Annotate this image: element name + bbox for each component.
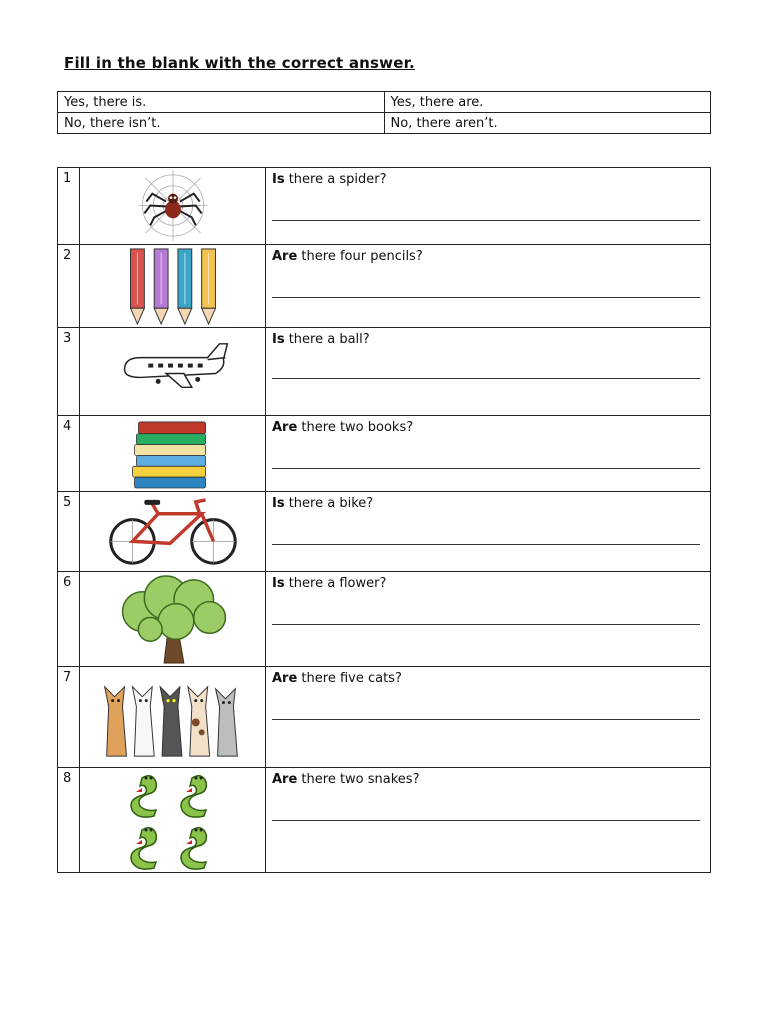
answer-blank[interactable] [272,378,700,379]
question-row [58,416,710,492]
snakes-icon [80,768,266,872]
question-text [272,420,413,435]
answer-blank[interactable] [272,468,700,469]
question-text [272,496,373,511]
question-rest: there two snakes? [297,772,420,787]
question-lead: Is [272,172,285,187]
cats-icon [80,667,266,767]
tree-icon [80,572,266,666]
question-row [58,768,710,872]
question-picture [80,416,266,491]
question-picture [80,667,266,767]
question-number: 1 [58,168,80,244]
question-lead: Are [272,249,298,264]
question-row [58,572,710,667]
answer-blank[interactable] [272,820,700,821]
question-picture [80,245,266,327]
airplane-icon [80,328,266,415]
answer-blank[interactable] [272,220,700,221]
question-picture [80,572,266,666]
question-rest: there two books? [297,420,414,435]
answer-blank[interactable] [272,297,700,298]
question-row [58,667,710,768]
question-row [58,492,710,572]
question-rest: there a ball? [284,332,370,347]
question-text [272,576,386,591]
answer-key-cell: Yes, there are. [384,92,711,113]
question-number: 4 [58,416,80,491]
bicycle-icon [80,492,266,571]
answer-key-cell: Yes, there is. [58,92,385,113]
question-picture [80,492,266,571]
question-lead: Is [272,496,285,511]
answer-blank[interactable] [272,544,700,545]
question-picture [80,768,266,872]
question-number: 2 [58,245,80,327]
question-lead: Are [272,420,298,435]
answer-key-row [58,92,711,113]
pencils-icon [80,245,266,327]
question-rest: there five cats? [297,671,402,686]
question-row [58,168,710,245]
question-text [272,249,423,264]
question-text [272,671,402,686]
question-number: 3 [58,328,80,415]
answer-key-cell: No, there isn’t. [58,113,385,134]
question-row [58,328,710,416]
question-text [272,172,386,187]
question-rest: there a flower? [284,576,387,591]
question-lead: Is [272,332,285,347]
question-number: 8 [58,768,80,872]
question-rest: there four pencils? [297,249,423,264]
question-text [272,772,419,787]
question-number: 6 [58,572,80,666]
answer-key-table [57,91,711,134]
answer-blank[interactable] [272,624,700,625]
question-picture [80,328,266,415]
question-number: 5 [58,492,80,571]
question-lead: Are [272,671,298,686]
answer-blank[interactable] [272,719,700,720]
question-rest: there a spider? [284,172,387,187]
worksheet-title: Fill in the blank with the correct answer. [64,54,415,72]
spider-icon [80,168,266,244]
question-picture [80,168,266,244]
question-lead: Is [272,576,285,591]
answer-key-cell: No, there aren’t. [384,113,711,134]
answer-key-row [58,113,711,134]
question-text [272,332,370,347]
question-number: 7 [58,667,80,767]
question-rest: there a bike? [284,496,374,511]
question-lead: Are [272,772,298,787]
worksheet-table [57,167,711,873]
books-icon [80,416,266,491]
question-row [58,245,710,328]
